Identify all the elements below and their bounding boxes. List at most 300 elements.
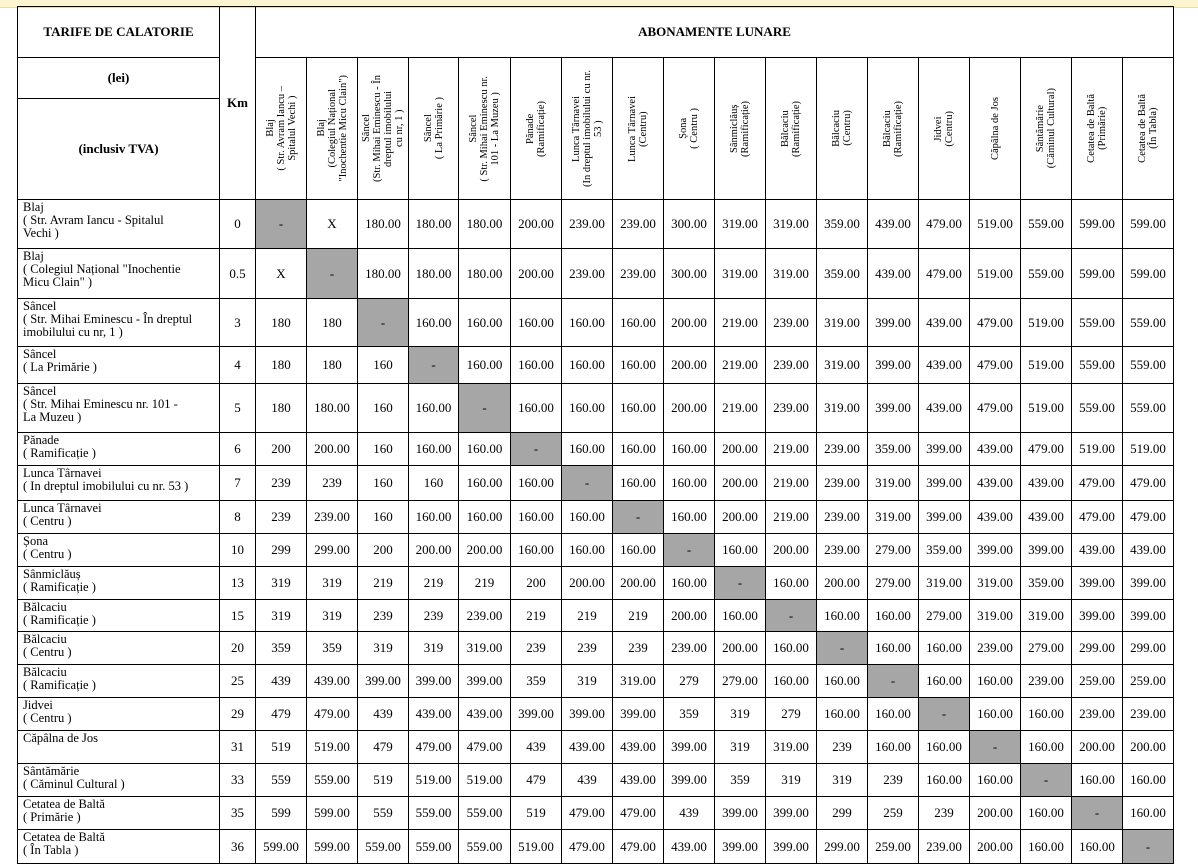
fare-cell: 439.00: [919, 347, 970, 384]
fare-cell: 479.00: [919, 200, 970, 249]
row-km: 35: [220, 797, 256, 830]
fare-cell: 519.00: [1021, 347, 1072, 384]
fare-cell: -: [1123, 830, 1174, 864]
fare-cell: 439.00: [1072, 534, 1123, 567]
fare-cell: 479.00: [613, 797, 664, 830]
fare-cell: 479.00: [1021, 433, 1072, 466]
fare-cell: X: [307, 200, 358, 249]
fare-cell: 239.00: [664, 632, 715, 665]
fare-cell: 519: [256, 731, 307, 764]
fare-cell: 239.00: [817, 534, 868, 567]
fare-cell: 399.00: [868, 347, 919, 384]
fare-cell: 200: [511, 567, 562, 600]
fare-cell: 239: [868, 764, 919, 797]
fare-cell: 160.00: [1072, 764, 1123, 797]
fare-cell: 160.00: [511, 384, 562, 433]
fare-cell: 399.00: [1123, 600, 1174, 632]
fare-cell: 219.00: [715, 384, 766, 433]
fare-cell: 219: [409, 567, 459, 600]
fare-cell: 319.00: [766, 731, 817, 764]
fare-cell: 399.00: [919, 466, 970, 501]
fare-cell: 439.00: [970, 501, 1021, 534]
fare-cell: 479.00: [1123, 466, 1174, 501]
fare-cell: 479: [358, 731, 409, 764]
fare-cell: 399.00: [459, 665, 511, 698]
fare-cell: 299.00: [817, 830, 868, 864]
fare-cell: 200.00: [664, 299, 715, 347]
fare-cell: 239: [511, 632, 562, 665]
fare-cell: 279.00: [919, 600, 970, 632]
fare-cell: 239.00: [817, 466, 868, 501]
table-row: [18, 534, 1174, 567]
fare-cell: 399.00: [1123, 567, 1174, 600]
fare-cell: 319.00: [817, 299, 868, 347]
fare-cell: 160.00: [1123, 764, 1174, 797]
fare-cell: 319.00: [459, 632, 511, 665]
fare-cell: 559.00: [307, 764, 358, 797]
row-km: 13: [220, 567, 256, 600]
fare-cell: X: [256, 249, 307, 299]
fare-cell: 219.00: [715, 299, 766, 347]
column-header-label: Blaj ( Str. Avram Iancu – Spitalul Vechi ): [264, 86, 298, 171]
fare-cell: 239.00: [562, 249, 613, 299]
fare-cell: 160.00: [562, 534, 613, 567]
fare-cell: 359: [715, 764, 766, 797]
fare-cell: 239: [358, 600, 409, 632]
fare-cell: 439.00: [919, 299, 970, 347]
fare-cell: 439: [511, 731, 562, 764]
fare-cell: 559.00: [1072, 347, 1123, 384]
fare-cell: 239: [919, 797, 970, 830]
fare-cell: 219: [459, 567, 511, 600]
fare-cell: 160: [358, 384, 409, 433]
column-header: [868, 58, 919, 200]
column-header: [613, 58, 664, 200]
fare-cell: 160.00: [766, 567, 817, 600]
fare-cell: 519.00: [1021, 299, 1072, 347]
fare-cell: 439.00: [1021, 466, 1072, 501]
fare-cell: 439.00: [868, 200, 919, 249]
currency-label: (lei): [18, 58, 220, 99]
fare-cell: 559.00: [1123, 347, 1174, 384]
fare-cell: 160.00: [562, 299, 613, 347]
fare-cell: 160.00: [919, 764, 970, 797]
fare-cell: 160.00: [817, 698, 868, 731]
fare-cell: 160.00: [817, 600, 868, 632]
fare-cell: 319.00: [613, 665, 664, 698]
fare-cell: 239: [409, 600, 459, 632]
fare-cell: 559.00: [409, 830, 459, 864]
fare-cell: 180: [256, 347, 307, 384]
fare-cell: 319: [358, 632, 409, 665]
column-header: [1021, 58, 1072, 200]
fare-cell: -: [562, 466, 613, 501]
fare-cell: 160.00: [562, 501, 613, 534]
fare-cell: 239.00: [613, 200, 664, 249]
table-row: [18, 567, 1174, 600]
fare-cell: 160.00: [511, 347, 562, 384]
fare-cell: 439.00: [970, 466, 1021, 501]
fare-cell: 160.00: [409, 433, 459, 466]
fare-cell: 219: [562, 600, 613, 632]
row-km: 31: [220, 731, 256, 764]
fare-cell: 300.00: [664, 200, 715, 249]
fare-cell: 180.00: [459, 200, 511, 249]
fare-table: [17, 6, 1174, 864]
fare-cell: 399.00: [1021, 534, 1072, 567]
column-header-label: Jidvei (Centru): [933, 110, 955, 147]
fare-cell: 359: [307, 632, 358, 665]
column-header-label: Pănade (Ramificație): [525, 100, 547, 157]
fare-cell: 479.00: [1072, 466, 1123, 501]
fare-cell: 319: [256, 567, 307, 600]
column-header: [664, 58, 715, 200]
column-header-label: Sântămărie (Căminul Cultural): [1035, 88, 1057, 169]
fare-cell: -: [919, 698, 970, 731]
fare-cell: 479.00: [1123, 501, 1174, 534]
fare-cell: 239.00: [817, 501, 868, 534]
fare-cell: 399.00: [562, 698, 613, 731]
column-header-label: Sâncel ( Str. Mihai Eminescu nr. 101 - La Muzeu ): [468, 75, 501, 182]
fare-cell: -: [256, 200, 307, 249]
fare-cell: 519.00: [970, 249, 1021, 299]
fare-cell: 239: [817, 731, 868, 764]
fare-cell: 399.00: [511, 698, 562, 731]
column-header: [1123, 58, 1174, 200]
fare-cell: 200.00: [817, 567, 868, 600]
column-header-label: Cetatea de Baltă (Primărie): [1086, 94, 1108, 163]
column-header-label: Bălcaciu (Ramificație): [780, 100, 802, 157]
fare-cell: 559.00: [409, 797, 459, 830]
fare-cell: 279: [766, 698, 817, 731]
fare-cell: -: [817, 632, 868, 665]
fare-cell: 319: [307, 567, 358, 600]
row-km: 0.5: [220, 249, 256, 299]
column-header: [1072, 58, 1123, 200]
fare-cell: 319.00: [970, 567, 1021, 600]
row-station-label: Cetatea de Baltă ( Primărie ): [18, 797, 220, 830]
column-header-label: Căpâlna de Jos: [989, 97, 1001, 160]
monthly-passes-header: ABONAMENTE LUNARE: [256, 7, 1174, 58]
fare-cell: 200: [358, 534, 409, 567]
row-km: 5: [220, 384, 256, 433]
fare-cell: 160.00: [613, 384, 664, 433]
fare-cell: 180: [256, 299, 307, 347]
column-header-label: Lunca Târnavei (In dreptul imobilului cu nr. 53 ): [570, 70, 604, 187]
row-station-label: Cetatea de Baltă ( În Tabla ): [18, 830, 220, 864]
fare-cell: 479.00: [459, 731, 511, 764]
fare-cell: -: [1021, 764, 1072, 797]
fare-cell: 399.00: [1072, 567, 1123, 600]
column-header: [459, 58, 511, 200]
fare-cell: 319.00: [766, 200, 817, 249]
fare-cell: 399.00: [766, 797, 817, 830]
fare-cell: 239.00: [766, 299, 817, 347]
fare-cell: 219: [511, 600, 562, 632]
row-km: 4: [220, 347, 256, 384]
fare-cell: 279.00: [868, 534, 919, 567]
row-km: 20: [220, 632, 256, 665]
fare-cell: 559.00: [459, 830, 511, 864]
column-header: [307, 58, 358, 200]
fare-cell: 439.00: [613, 731, 664, 764]
fare-cell: 319.00: [868, 466, 919, 501]
fare-cell: 259: [868, 797, 919, 830]
fare-cell: 519.00: [307, 731, 358, 764]
fare-cell: 160.00: [1123, 797, 1174, 830]
fare-cell: 519.00: [1021, 384, 1072, 433]
fare-cell: 319.00: [1021, 600, 1072, 632]
column-header: [715, 58, 766, 200]
fare-cell: 599.00: [307, 830, 358, 864]
fare-cell: 239: [256, 466, 307, 501]
fare-cell: 439: [562, 764, 613, 797]
fare-cell: 160.00: [1072, 830, 1123, 864]
fare-cell: 160.00: [459, 501, 511, 534]
row-km: 3: [220, 299, 256, 347]
fare-cell: 160.00: [562, 433, 613, 466]
fare-cell: 359.00: [868, 433, 919, 466]
fare-cell: 219: [358, 567, 409, 600]
fare-cell: 180.00: [358, 200, 409, 249]
table-row: [18, 731, 1174, 764]
fare-cell: 239: [307, 466, 358, 501]
fare-cell: 479.00: [970, 347, 1021, 384]
fare-cell: 399.00: [766, 830, 817, 864]
fare-cell: 559.00: [1123, 384, 1174, 433]
fare-cell: 200.00: [664, 600, 715, 632]
fare-cell: 559.00: [1072, 384, 1123, 433]
fare-cell: 180: [256, 384, 307, 433]
fare-cell: 439.00: [613, 764, 664, 797]
fare-cell: 200.00: [613, 567, 664, 600]
fare-cell: 160.00: [459, 347, 511, 384]
fare-cell: -: [664, 534, 715, 567]
fare-cell: 299.00: [1123, 632, 1174, 665]
fare-cell: 160.00: [1021, 731, 1072, 764]
table-row: [18, 384, 1174, 433]
fare-cell: 439.00: [459, 698, 511, 731]
column-header: [358, 58, 409, 200]
fare-cell: 319.00: [715, 200, 766, 249]
fare-cell: 479.00: [1072, 501, 1123, 534]
fare-cell: 319.00: [817, 384, 868, 433]
column-header-label: Blaj (Colegiul Național "Inochentie Micu Clain"): [315, 75, 349, 182]
fare-cell: 239.00: [1021, 665, 1072, 698]
fare-cell: 399.00: [715, 797, 766, 830]
fare-cell: 479.00: [562, 830, 613, 864]
fare-cell: 279.00: [715, 665, 766, 698]
fare-cell: 479.00: [562, 797, 613, 830]
fare-cell: 160.00: [919, 632, 970, 665]
fare-cell: 479.00: [613, 830, 664, 864]
fare-cell: 160.00: [613, 534, 664, 567]
fare-cell: 219: [613, 600, 664, 632]
fare-cell: 160.00: [970, 764, 1021, 797]
fare-cell: 160.00: [919, 731, 970, 764]
table-row: [18, 632, 1174, 665]
fare-cell: 519.00: [409, 764, 459, 797]
table-row: [18, 830, 1174, 864]
fare-cell: 239.00: [307, 501, 358, 534]
fare-cell: 599.00: [1123, 200, 1174, 249]
fare-cell: 239.00: [562, 200, 613, 249]
fare-cell: 200.00: [459, 534, 511, 567]
fare-cell: 219.00: [766, 466, 817, 501]
fare-cell: 359: [664, 698, 715, 731]
fare-cell: 399.00: [664, 764, 715, 797]
fare-cell: 519.00: [1123, 433, 1174, 466]
table-row: [18, 347, 1174, 384]
row-km: 15: [220, 600, 256, 632]
fare-cell: 439.00: [307, 665, 358, 698]
fare-cell: 180: [307, 347, 358, 384]
fare-cell: 160.00: [766, 632, 817, 665]
fare-cell: 599.00: [256, 830, 307, 864]
fare-cell: 200.00: [970, 797, 1021, 830]
row-station-label: Sâncel ( La Primărie ): [18, 347, 220, 384]
fare-cell: 479.00: [970, 299, 1021, 347]
fare-cell: 319.00: [970, 600, 1021, 632]
fare-cell: -: [307, 249, 358, 299]
table-row: [18, 698, 1174, 731]
fare-cell: 519.00: [1072, 433, 1123, 466]
table-row: [18, 433, 1174, 466]
row-km: 36: [220, 830, 256, 864]
column-header-label: Bălcaciu (Ramificație): [882, 100, 904, 157]
table-row: [18, 249, 1174, 299]
fare-cell: 399.00: [715, 830, 766, 864]
fare-cell: 439.00: [868, 249, 919, 299]
column-header: [970, 58, 1021, 200]
fare-cell: 299.00: [1072, 632, 1123, 665]
table-row: [18, 501, 1174, 534]
fare-cell: -: [766, 600, 817, 632]
row-station-label: Lunca Târnavei ( In dreptul imobilului cu nr. 53 ): [18, 466, 220, 501]
fare-cell: 239.00: [766, 347, 817, 384]
fare-cell: 599.00: [307, 797, 358, 830]
row-station-label: Sântămărie ( Căminul Cultural ): [18, 764, 220, 797]
fare-cell: 519: [511, 797, 562, 830]
fare-cell: 439.00: [409, 698, 459, 731]
row-km: 7: [220, 466, 256, 501]
fare-cell: 160.00: [511, 299, 562, 347]
fare-cell: 259.00: [868, 830, 919, 864]
fare-cell: 239.00: [817, 433, 868, 466]
row-station-label: Jidvei ( Centru ): [18, 698, 220, 731]
fare-cell: 180.00: [409, 200, 459, 249]
fare-cell: 160.00: [409, 299, 459, 347]
fare-cell: 319: [766, 764, 817, 797]
fare-cell: 160.00: [1021, 797, 1072, 830]
fare-cell: 239: [562, 632, 613, 665]
fare-cell: 279: [664, 665, 715, 698]
fare-cell: 299: [256, 534, 307, 567]
fare-cell: 559: [256, 764, 307, 797]
row-km: 29: [220, 698, 256, 731]
table-row: [18, 200, 1174, 249]
row-station-label: Pănade ( Ramificație ): [18, 433, 220, 466]
fare-cell: 160.00: [970, 665, 1021, 698]
fare-cell: 399.00: [970, 534, 1021, 567]
fare-cell: -: [511, 433, 562, 466]
fare-cell: 319.00: [919, 567, 970, 600]
fare-cell: 200: [256, 433, 307, 466]
column-header-label: Bălcaciu (Centru): [831, 110, 853, 147]
fare-cell: 200.00: [766, 534, 817, 567]
fare-cell: 160.00: [511, 534, 562, 567]
km-header: Km: [220, 7, 256, 200]
fare-cell: 319: [307, 600, 358, 632]
fare-cell: 319: [562, 665, 613, 698]
fare-cell: 160.00: [562, 384, 613, 433]
fare-cell: 439: [664, 797, 715, 830]
fare-cell: 519: [358, 764, 409, 797]
column-header: [817, 58, 868, 200]
column-header-label: Sâncel ( La Primărie ): [422, 97, 445, 160]
fare-cell: 200.00: [511, 249, 562, 299]
fare-cell: 200.00: [715, 501, 766, 534]
fare-cell: 160.00: [409, 501, 459, 534]
row-km: 33: [220, 764, 256, 797]
fare-cell: 160.00: [664, 567, 715, 600]
fare-cell: 359.00: [919, 534, 970, 567]
fare-cell: 200.00: [715, 433, 766, 466]
table-row: [18, 299, 1174, 347]
fare-cell: 559.00: [1021, 200, 1072, 249]
fare-cell: 439.00: [562, 731, 613, 764]
fare-cell: 160.00: [562, 347, 613, 384]
fare-cell: 200.00: [307, 433, 358, 466]
fare-cell: 219.00: [715, 347, 766, 384]
fare-cell: -: [613, 501, 664, 534]
fare-cell: 160.00: [613, 347, 664, 384]
fare-cell: 259.00: [1123, 665, 1174, 698]
fare-cell: 439: [358, 698, 409, 731]
fare-cell: 319: [256, 600, 307, 632]
fare-cell: 200.00: [715, 466, 766, 501]
fare-cell: 559.00: [358, 830, 409, 864]
row-station-label: Bălcaciu ( Centru ): [18, 632, 220, 665]
fare-cell: 239.00: [970, 632, 1021, 665]
fare-cell: 599: [256, 797, 307, 830]
fare-cell: 180.00: [358, 249, 409, 299]
fare-cell: 200.00: [511, 200, 562, 249]
fare-cell: 319: [409, 632, 459, 665]
fare-cell: 439.00: [664, 830, 715, 864]
fare-cell: 160.00: [970, 698, 1021, 731]
fare-cell: 160.00: [613, 299, 664, 347]
fare-cell: -: [970, 731, 1021, 764]
fare-cell: 299.00: [307, 534, 358, 567]
fare-cell: 160: [358, 433, 409, 466]
fare-cell: 319.00: [817, 347, 868, 384]
fare-cell: 399.00: [919, 433, 970, 466]
row-station-label: Sâncel ( Str. Mihai Eminescu - În dreptul imobilului cu nr, 1 ): [18, 299, 220, 347]
fare-cell: 219.00: [766, 501, 817, 534]
fare-cell: 399.00: [664, 731, 715, 764]
fare-cell: 239.00: [919, 830, 970, 864]
table-title: TARIFE DE CALATORIE: [18, 7, 220, 58]
fare-cell: 399.00: [613, 698, 664, 731]
column-header-label: Șona ( Centru ): [678, 108, 700, 149]
fare-cell: 200.00: [664, 347, 715, 384]
fare-cell: 160.00: [511, 501, 562, 534]
fare-cell: 200.00: [970, 830, 1021, 864]
fare-cell: 300.00: [664, 249, 715, 299]
fare-cell: 180.00: [459, 249, 511, 299]
fare-cell: 559.00: [1021, 249, 1072, 299]
